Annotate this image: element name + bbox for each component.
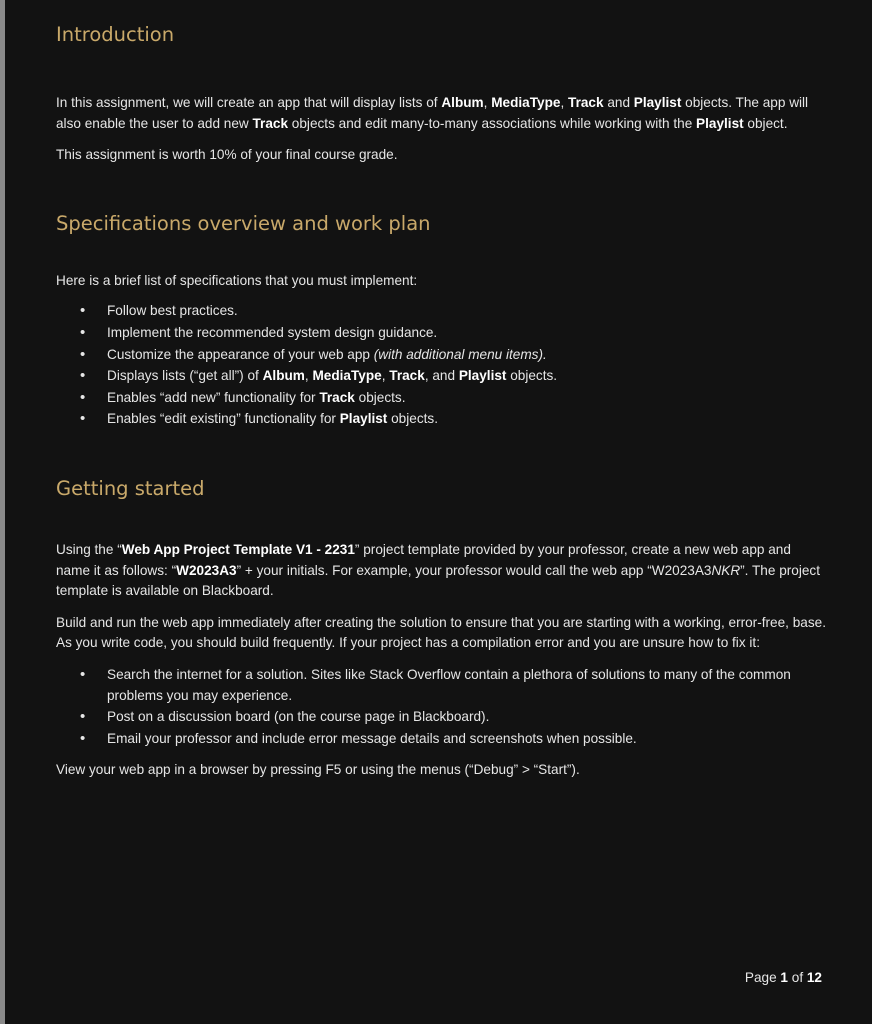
help-list (56, 665, 826, 749)
template-paragraph: Using the “Web App Project Template V1 - 2231” project template provided by your professor, create a new web app and name it as follows: “W2023A3” + your initials. For example, your professor would call the web app “W2023A3NKR”. The project template is available on Blackboard. (56, 541, 820, 599)
list-item: • Displays lists (“get all”) of Album, MediaType, Track, and Playlist objects. (56, 366, 826, 387)
list-item: • Email your professor and include error message details and screenshots when possible. (56, 729, 826, 750)
document-content (56, 20, 826, 792)
list-item: • Customize the appearance of your web app (with additional menu items). (56, 345, 826, 366)
heading-introduction: Introduction (56, 23, 175, 46)
list-item: • Post on a discussion board (on the course page in Blackboard). (56, 707, 826, 728)
heading-specifications: Specifications overview and work plan (56, 211, 431, 235)
intro-paragraph: In this assignment, we will create an app that will display lists of Album, MediaType, Track and Playlist objects. The app will also enable the user to add new Track objects and edit many-to-many associations while working with the Playlist object. (56, 95, 809, 131)
list-item: • Follow best practices. (56, 301, 826, 322)
view-paragraph: View your web app in a browser by pressing F5 or using the menus (“Debug” > “Start”). (56, 762, 580, 778)
heading-getting-started: Getting started (56, 476, 205, 500)
list-item: • Search the internet for a solution. Sites like Stack Overflow contain a plethora of solutions to many of the common problems you may experience. (56, 665, 826, 706)
grade-paragraph: This assignment is worth 10% of your final course grade. (56, 147, 398, 163)
list-item: • Enables “add new” functionality for Track objects. (56, 388, 826, 409)
build-paragraph: Build and run the web app immediately after creating the solution to ensure that you are starting with a working, error-free, base. As you write code, you should build frequently. If your project has a compilation error and you are unsure how to fix it: (56, 614, 826, 651)
list-item: • Implement the recommended system design guidance. (56, 323, 826, 344)
document-page (5, 0, 872, 1024)
specs-list (56, 301, 826, 430)
list-item: • Enables “edit existing” functionality for Playlist objects. (56, 409, 826, 430)
page-number: Page 1 of 12 (744, 970, 822, 985)
specs-lead: Here is a brief list of specifications that you must implement: (56, 272, 418, 288)
